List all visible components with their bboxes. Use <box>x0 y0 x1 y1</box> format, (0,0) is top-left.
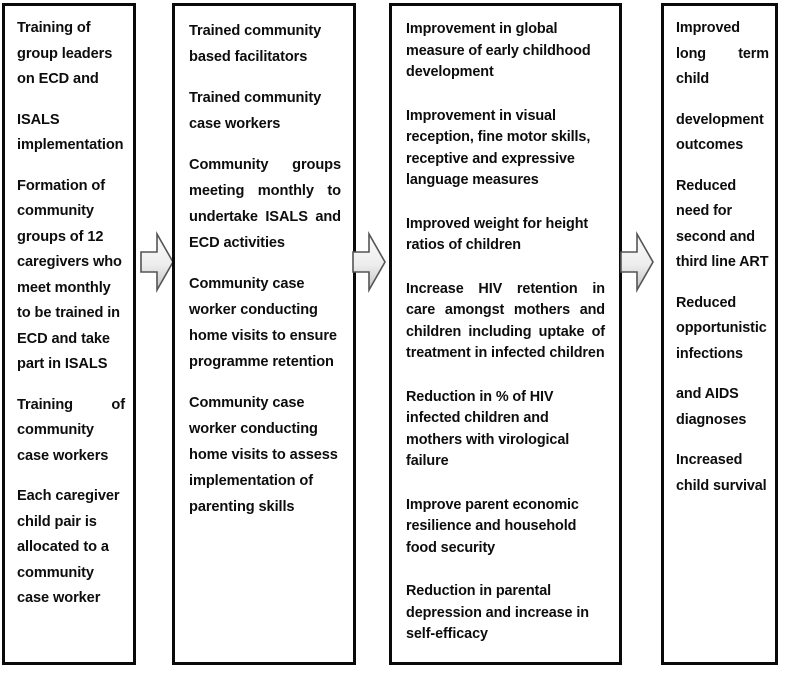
arrow-right-icon <box>352 231 386 293</box>
flow-text: Formation of community groups of 12 caregivers who meet monthly to be trained in ECD and take part in ISALS <box>17 177 122 372</box>
flow-box-inputs-activities-content <box>5 6 133 662</box>
flow-text: Trained community based facilitators <box>189 23 322 65</box>
flow-text: Community groups meeting monthly to undertake ISALS and ECD activities <box>189 157 341 251</box>
flow-text: Trained community case workers <box>189 90 322 132</box>
flow-text: Reduction in % of HIV infected children and mothers with virological failure <box>406 388 570 469</box>
flow-box-inputs-activities <box>2 3 136 665</box>
flow-box-impact <box>661 3 778 665</box>
flow-text: Reduced opportunistic infections <box>676 294 767 362</box>
flow-box-impact-content <box>664 6 775 662</box>
flow-box-outputs-content <box>175 6 353 662</box>
flow-box-outcomes <box>389 3 622 665</box>
flow-text: Improvement in visual reception, fine motor skills, receptive and expressive language measures <box>406 107 591 188</box>
flow-text: and AIDS diagnoses <box>676 386 747 428</box>
flow-text: ISALS implementation <box>17 111 124 153</box>
flow-text: Community case worker conducting home visits to ensure programme retention <box>189 276 337 370</box>
flow-text: Reduction in parental depression and increase in self-efficacy <box>406 583 589 642</box>
flow-text: development outcomes <box>676 111 764 153</box>
flow-text: Improved long term child <box>676 20 769 87</box>
flow-text: Increase HIV retention in care amongst mothers and children including uptake of treatment in infected children <box>406 280 605 361</box>
flow-box-outcomes-content <box>392 6 619 662</box>
flow-text: Reduced need for second and third line ART <box>676 177 769 270</box>
arrow-right-icon <box>620 231 654 293</box>
flow-text: Each caregiver child pair is allocated to a community case worker <box>17 488 120 606</box>
flow-text: Improve parent economic resilience and household food security <box>406 496 579 556</box>
flow-text: Training of group leaders on ECD and <box>17 20 113 87</box>
flow-text: Community case worker conducting home visits to assess implementation of parenting skills <box>189 395 338 515</box>
arrow-right-icon <box>140 231 174 293</box>
flow-text: Improved weight for height ratios of children <box>406 215 589 253</box>
flow-box-outputs <box>172 3 356 665</box>
flow-text: Training of community case workers <box>17 396 125 464</box>
flow-text: Improvement in global measure of early childhood development <box>406 21 591 80</box>
flow-text: Increased child survival <box>676 452 767 494</box>
